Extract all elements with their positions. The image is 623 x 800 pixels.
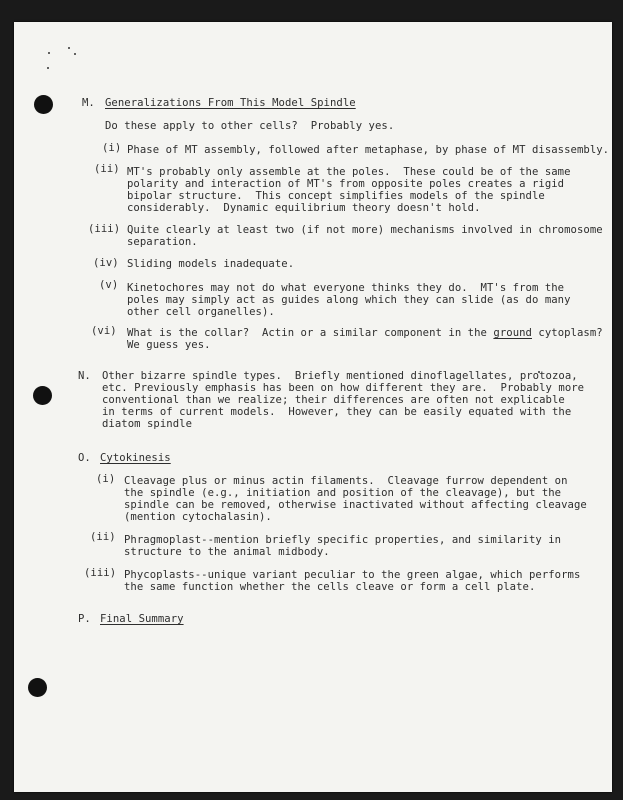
item-text: polarity and interaction of MT's from opposite poles creates a rigid bbox=[127, 178, 565, 190]
item-text: the same function whether the cells cleave or form a cell plate. bbox=[124, 581, 536, 593]
speck bbox=[74, 53, 76, 55]
item-text-part: cytoplasm? bbox=[531, 327, 603, 339]
item-text: Cleavage plus or minus actin filaments. Cleavage furrow dependent on bbox=[124, 475, 568, 487]
item-text: the spindle (e.g., initiation and position of the cleavage), but the bbox=[124, 487, 562, 499]
item-number: (i) bbox=[102, 142, 122, 154]
item-text: spindle can be removed, otherwise inactivated without affecting cleavage bbox=[124, 499, 587, 511]
section-n-text: conventional than we realize; their differences are often not explicable bbox=[102, 394, 565, 406]
section-m-letter: M. bbox=[82, 97, 95, 109]
section-m-intro: Do these apply to other cells? Probably yes. bbox=[105, 120, 395, 132]
punch-hole-middle bbox=[33, 386, 52, 405]
item-number: (iv) bbox=[93, 257, 119, 269]
section-o-letter: O. bbox=[78, 452, 91, 464]
item-number: (i) bbox=[96, 473, 116, 485]
underlined-word: ground bbox=[493, 327, 532, 339]
speck bbox=[48, 52, 50, 54]
section-n-letter: N. bbox=[78, 370, 91, 382]
item-text: MT's probably only assemble at the poles. These could be of the same bbox=[127, 166, 571, 178]
item-number: (ii) bbox=[90, 531, 116, 543]
item-number: (vi) bbox=[91, 325, 117, 337]
item-text: Phase of MT assembly, followed after metaphase, by phase of MT disassembly. bbox=[127, 144, 610, 156]
item-text: (mention cytochalasin). bbox=[124, 511, 272, 523]
item-text: Quite clearly at least two (if not more) mechanisms involved in chromosome bbox=[127, 224, 603, 236]
item-text: other cell organelles). bbox=[127, 306, 275, 318]
speck bbox=[47, 67, 49, 69]
item-number: (iii) bbox=[84, 567, 117, 579]
item-text: Phycoplasts--unique variant peculiar to the green algae, which performs bbox=[124, 569, 581, 581]
item-text: We guess yes. bbox=[127, 339, 211, 351]
item-number: (v) bbox=[99, 279, 119, 291]
item-text: considerably. Dynamic equilibrium theory doesn't hold. bbox=[127, 202, 481, 214]
item-text: Kinetochores may not do what everyone thinks they do. MT's from the bbox=[127, 282, 565, 294]
item-text: separation. bbox=[127, 236, 198, 248]
section-n-text: Other bizarre spindle types. Briefly mentioned dinoflagellates, protozoa, bbox=[102, 370, 578, 382]
section-n-text: etc. Previously emphasis has been on how different they are. Probably more bbox=[102, 382, 585, 394]
section-n-text: diatom spindle bbox=[102, 418, 192, 430]
section-n-text: in terms of current models. However, they can be easily equated with the bbox=[102, 406, 572, 418]
document-page bbox=[14, 22, 612, 792]
item-text-part: What is the collar? Actin or a similar component in the bbox=[127, 327, 494, 339]
item-text: Phragmoplast--mention briefly specific properties, and similarity in bbox=[124, 534, 562, 546]
item-text: Sliding models inadequate. bbox=[127, 258, 295, 270]
section-m-heading: Generalizations From This Model Spindle bbox=[105, 97, 356, 109]
punch-hole-top bbox=[34, 95, 53, 114]
section-p-heading: Final Summary bbox=[100, 613, 184, 625]
punch-hole-bottom bbox=[28, 678, 47, 697]
section-p-letter: P. bbox=[78, 613, 91, 625]
item-text: structure to the animal midbody. bbox=[124, 546, 330, 558]
speck bbox=[68, 47, 70, 49]
item-text bbox=[127, 327, 603, 339]
item-number: (ii) bbox=[94, 163, 120, 175]
item-text: poles may simply act as guides along which they can slide (as do many bbox=[127, 294, 571, 306]
item-number: (iii) bbox=[88, 223, 121, 235]
section-o-heading: Cytokinesis bbox=[100, 452, 171, 464]
item-text: bipolar structure. This concept simplifies models of the spindle bbox=[127, 190, 545, 202]
